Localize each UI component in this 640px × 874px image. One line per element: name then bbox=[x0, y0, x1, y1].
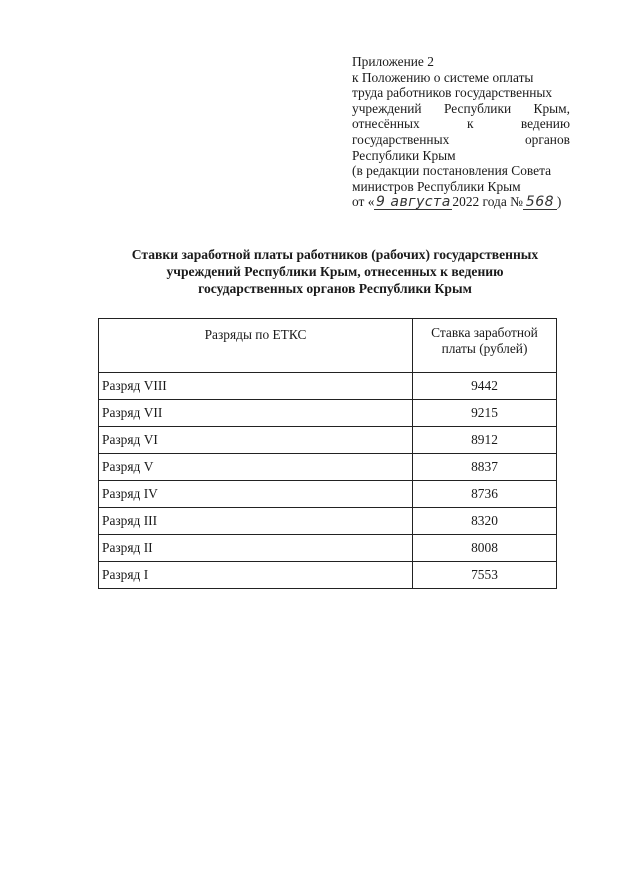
title-line: учреждений Республики Крым, отнесенных к ведению bbox=[166, 264, 504, 279]
appendix-word: государственных bbox=[352, 131, 450, 147]
rate-cell: 8912 bbox=[413, 427, 557, 454]
grade-cell: Разряд IV bbox=[99, 481, 413, 508]
rate-cell: 8837 bbox=[413, 454, 557, 481]
appendix-reference-line bbox=[352, 132, 570, 148]
appendix-reference-line: к Положению о системе оплаты bbox=[352, 69, 534, 85]
appendix-revision-note: министров Республики Крым bbox=[352, 178, 521, 194]
table-row bbox=[99, 508, 557, 535]
appendix-word: ведению bbox=[520, 116, 570, 132]
column-header-rate-line: Ставка заработной bbox=[431, 325, 538, 340]
grade-cell: Разряд III bbox=[99, 508, 413, 535]
wage-rates-table bbox=[98, 318, 557, 589]
rate-cell: 8320 bbox=[413, 508, 557, 535]
handwritten-number: 568 bbox=[525, 194, 555, 211]
appendix-reference-line: труда работников государственных bbox=[352, 85, 553, 101]
table-row bbox=[99, 481, 557, 508]
document-title bbox=[96, 246, 574, 297]
appendix-date-line bbox=[352, 194, 561, 209]
table-row bbox=[99, 373, 557, 400]
date-prefix: от « bbox=[352, 194, 375, 210]
grade-cell: Разряд VII bbox=[99, 400, 413, 427]
grade-cell: Разряд I bbox=[99, 562, 413, 589]
appendix-word: учреждений bbox=[352, 100, 422, 116]
table-row bbox=[99, 535, 557, 562]
title-line: государственных органов Республики Крым bbox=[198, 281, 472, 296]
appendix-revision-note: (в редакции постановления Совета bbox=[352, 163, 552, 179]
rate-cell: 9442 bbox=[413, 373, 557, 400]
handwritten-date: 9 августа bbox=[376, 194, 451, 211]
appendix-word: к bbox=[467, 116, 474, 132]
column-header-rate bbox=[413, 319, 557, 373]
table-row bbox=[99, 454, 557, 481]
appendix-reference-line: Республики Крым bbox=[352, 147, 456, 163]
column-header-rate-line: платы (рублей) bbox=[441, 341, 528, 356]
appendix-word: отнесённых bbox=[352, 116, 420, 132]
grade-cell: Разряд VIII bbox=[99, 373, 413, 400]
grade-cell: Разряд II bbox=[99, 535, 413, 562]
rate-cell: 7553 bbox=[413, 562, 557, 589]
appendix-word: Республики bbox=[443, 100, 512, 116]
rate-cell: 8736 bbox=[413, 481, 557, 508]
column-header-grade: Разряды по ЕТКС bbox=[99, 319, 413, 373]
date-middle: 2022 года № bbox=[452, 194, 523, 210]
table-row bbox=[99, 427, 557, 454]
appendix-header bbox=[352, 54, 570, 211]
rate-cell: 8008 bbox=[413, 535, 557, 562]
title-line: Ставки заработной платы работников (рабочих) государственных bbox=[131, 247, 539, 262]
table-header-row bbox=[99, 319, 557, 373]
date-suffix: ) bbox=[556, 194, 562, 210]
appendix-reference-line bbox=[352, 116, 570, 132]
rate-cell: 9215 bbox=[413, 400, 557, 427]
grade-cell: Разряд V bbox=[99, 454, 413, 481]
table-row bbox=[99, 562, 557, 589]
table-row bbox=[99, 400, 557, 427]
appendix-number: Приложение 2 bbox=[352, 54, 434, 69]
appendix-reference-line bbox=[352, 101, 570, 117]
appendix-word: органов bbox=[524, 131, 570, 147]
grade-cell: Разряд VI bbox=[99, 427, 413, 454]
appendix-word: Крым, bbox=[533, 100, 570, 116]
